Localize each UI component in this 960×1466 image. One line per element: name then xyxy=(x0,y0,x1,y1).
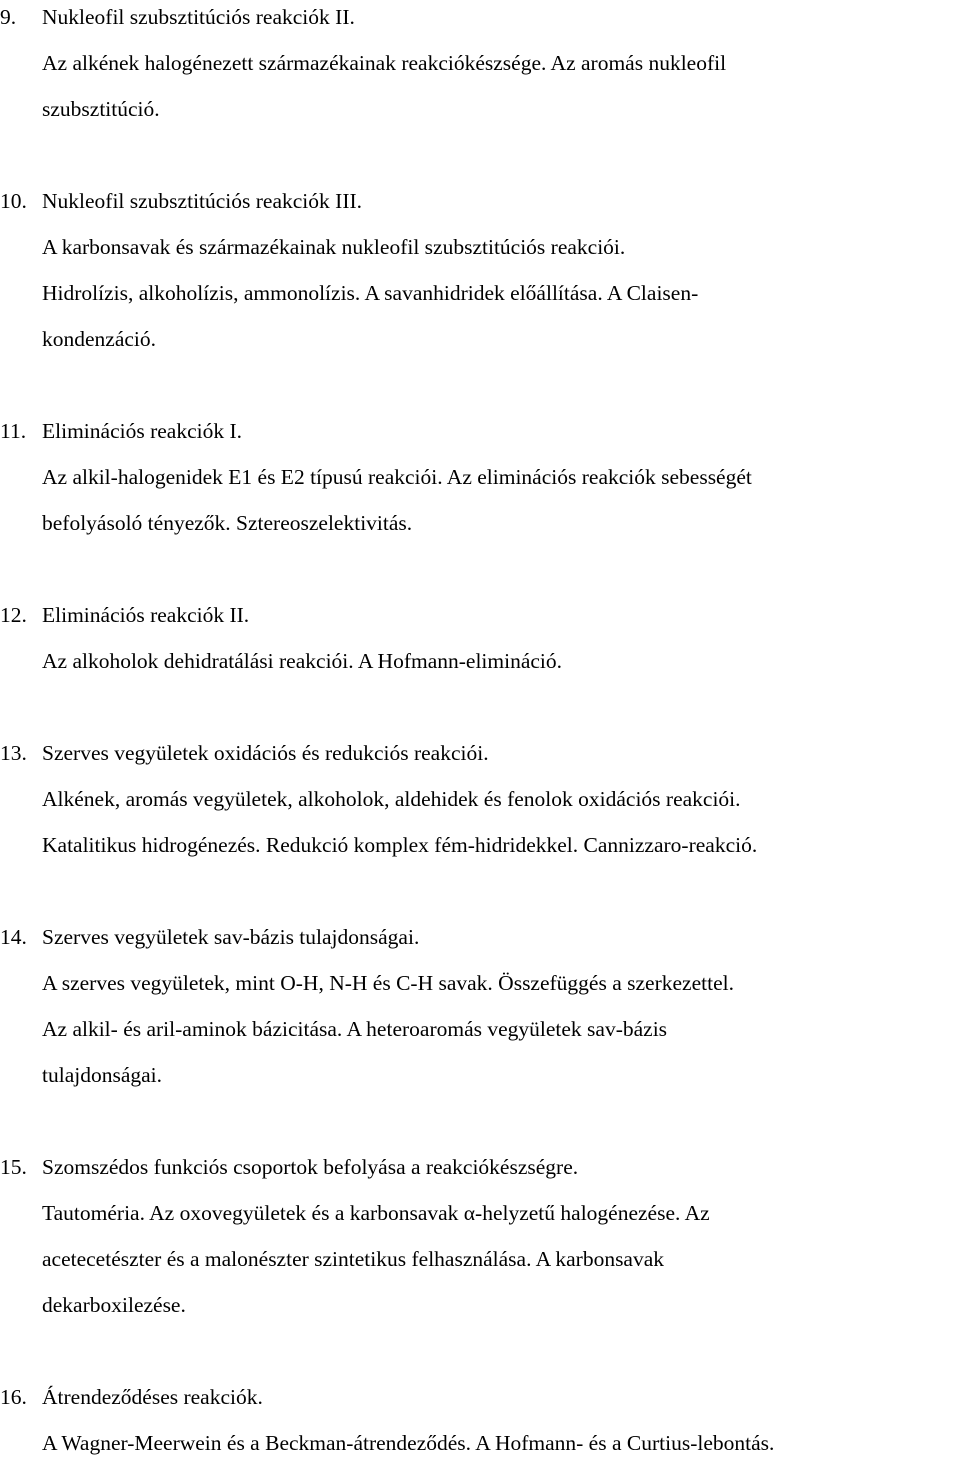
item-number: 13. xyxy=(0,741,27,765)
description-line: kondenzáció. xyxy=(42,327,157,351)
description-line: acetecetészter és a malonészter szintetikus felhasználása. A karbonsavak xyxy=(42,1247,665,1271)
item-description xyxy=(0,454,960,546)
description-line: Alkének, aromás vegyületek, alkoholok, aldehidek és fenolok oxidációs reakciói. xyxy=(42,787,741,811)
item-number: 15. xyxy=(0,1155,27,1179)
description-line: Katalitikus hidrogénezés. Redukció komplex fém-hidridekkel. Cannizzaro-reakció. xyxy=(42,833,758,857)
item-description xyxy=(0,776,960,868)
item-title: Átrendeződéses reakciók. xyxy=(42,1385,263,1409)
list-item-11 xyxy=(0,408,960,546)
item-number: 10. xyxy=(0,189,27,213)
description-line: szubsztitúció. xyxy=(42,97,160,121)
item-number: 11. xyxy=(0,419,27,443)
item-description xyxy=(0,638,960,684)
description-line: Tautoméria. Az oxovegyületek és a karbonsavak α-helyzetű halogénezése. Az xyxy=(42,1201,710,1225)
item-heading xyxy=(0,592,960,638)
list-item-14 xyxy=(0,914,960,1098)
item-heading xyxy=(0,1144,960,1190)
item-number: 12. xyxy=(0,603,27,627)
item-description xyxy=(0,1190,960,1328)
description-line: A szerves vegyületek, mint O-H, N-H és C-H savak. Összefüggés a szerkezettel. xyxy=(42,971,734,995)
description-line: dekarboxilezése. xyxy=(42,1293,186,1317)
list-item-15 xyxy=(0,1144,960,1328)
item-title: Eliminációs reakciók II. xyxy=(42,603,250,627)
item-heading xyxy=(0,730,960,776)
item-number: 16. xyxy=(0,1385,27,1409)
item-heading xyxy=(0,914,960,960)
description-line: Hidrolízis, alkoholízis, ammonolízis. A savanhidridek előállítása. A Claisen- xyxy=(42,281,699,305)
list-item-13 xyxy=(0,730,960,868)
item-heading xyxy=(0,178,960,224)
item-title: Szerves vegyületek oxidációs és redukciós reakciói. xyxy=(42,741,489,765)
description-line: befolyásoló tényezők. Sztereoszelektivitás. xyxy=(42,511,413,535)
list-item-9 xyxy=(0,0,960,132)
list-item-12 xyxy=(0,592,960,684)
description-line: Az alkének halogénezett származékainak reakciókészsége. Az aromás nukleofil xyxy=(42,51,727,75)
item-number: 9. xyxy=(0,5,17,29)
description-line: A Wagner-Meerwein és a Beckman-átrendeződés. A Hofmann- és a Curtius-lebontás. xyxy=(42,1431,775,1455)
description-line: tulajdonságai. xyxy=(42,1063,163,1087)
item-title: Szomszédos funkciós csoportok befolyása a reakciókészségre. xyxy=(42,1155,579,1179)
item-description xyxy=(0,224,960,362)
item-number: 14. xyxy=(0,925,27,949)
item-title: Eliminációs reakciók I. xyxy=(42,419,242,443)
description-line: Az alkil-halogenidek E1 és E2 típusú reakciói. Az eliminációs reakciók sebességét xyxy=(42,465,752,489)
item-heading xyxy=(0,1374,960,1420)
description-line: Az alkoholok dehidratálási reakciói. A Hofmann-elimináció. xyxy=(42,649,563,673)
item-title: Szerves vegyületek sav-bázis tulajdonságai. xyxy=(42,925,420,949)
item-title: Nukleofil szubsztitúciós reakciók II. xyxy=(42,5,355,29)
item-description xyxy=(0,1420,960,1466)
item-heading xyxy=(0,0,960,40)
item-heading xyxy=(0,408,960,454)
description-line: A karbonsavak és származékainak nukleofil szubsztitúciós reakciói. xyxy=(42,235,626,259)
item-description xyxy=(0,960,960,1098)
item-title: Nukleofil szubsztitúciós reakciók III. xyxy=(42,189,363,213)
list-item-16 xyxy=(0,1374,960,1466)
item-description xyxy=(0,40,960,132)
description-line: Az alkil- és aril-aminok bázicitása. A heteroaromás vegyületek sav-bázis xyxy=(42,1017,668,1041)
list-item-10 xyxy=(0,178,960,362)
